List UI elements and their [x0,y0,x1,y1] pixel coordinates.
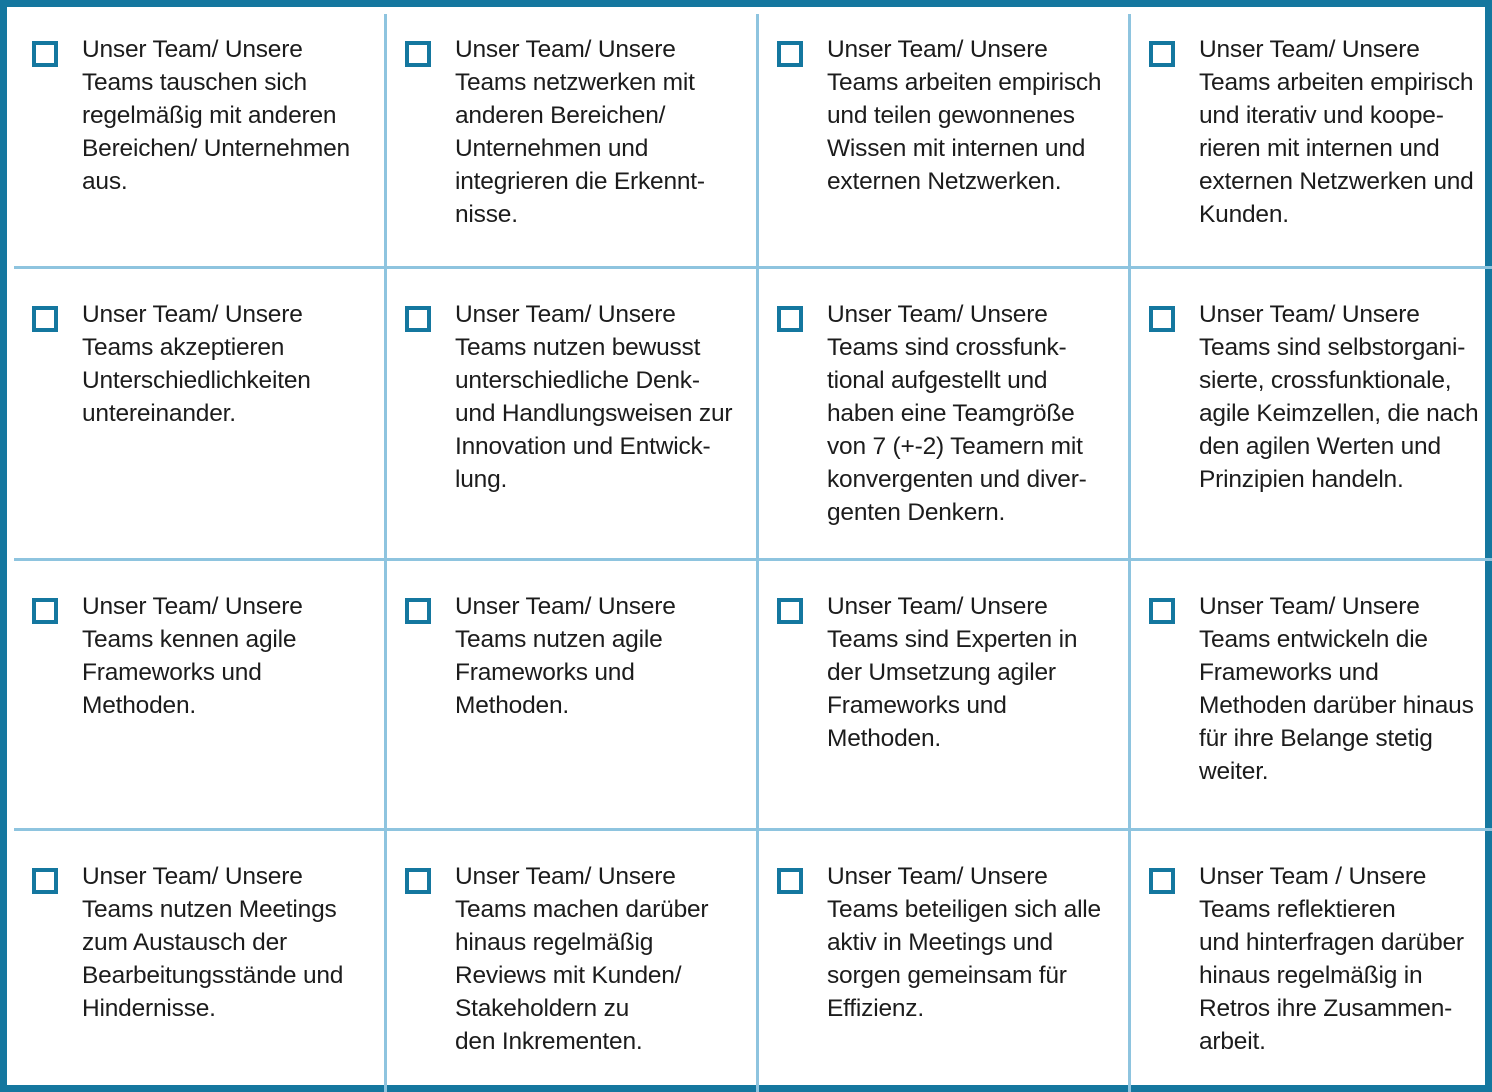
checklist-item-text [82,860,376,1025]
text-line: agile Keimzellen, die nach [1199,400,1479,427]
text-line: sorgen gemeinsam für [827,962,1067,989]
checklist-item [387,269,756,558]
checklist-item [759,269,1128,558]
checklist-item [1131,269,1490,558]
checkbox[interactable] [1149,306,1175,332]
text-line: genten Denkern. [827,499,1006,526]
text-line: Teams machen darüber [455,896,709,923]
checklist-item [14,269,384,558]
text-line: konvergenten und diver- [827,466,1087,493]
checkbox[interactable] [405,306,431,332]
text-line: aus. [82,168,128,195]
checkbox[interactable] [1149,41,1175,67]
text-line: Unser Team/ Unsere [827,863,1048,890]
text-line: integrieren die Erkennt- [455,168,705,195]
checklist-item-text [1199,860,1482,1058]
text-line: Teams sind crossfunk- [827,334,1067,361]
text-line: Unternehmen und [455,135,649,162]
text-line: Effizienz. [827,995,924,1022]
checkbox[interactable] [32,868,58,894]
checklist-item [387,561,756,828]
text-line: den agilen Werten und [1199,433,1441,460]
checklist-item-text [455,33,748,231]
text-line: Hindernisse. [82,995,216,1022]
checklist-item-text [82,33,376,198]
text-line: Stakeholdern zu [455,995,630,1022]
checklist-item [14,561,384,828]
text-line: tional aufgestellt und [827,367,1048,394]
text-line: Teams kennen agile [82,626,297,653]
text-line: Teams arbeiten empirisch [827,69,1102,96]
text-line: weiter. [1199,758,1269,785]
text-line: externen Netzwerken. [827,168,1062,195]
text-line: unterschiedliche Denk- [455,367,700,394]
text-line: Teams entwickeln die [1199,626,1428,653]
text-line: externen Netzwerken und [1199,168,1474,195]
checklist-item [759,561,1128,828]
checklist-item [387,14,756,266]
checkbox[interactable] [405,598,431,624]
text-line: arbeit. [1199,1028,1266,1055]
text-line: Unser Team/ Unsere [455,301,676,328]
text-line: Methoden. [455,692,569,719]
text-line: lung. [455,466,508,493]
checklist-item [1131,561,1490,828]
text-line: hinaus regelmäßig in [1199,962,1423,989]
checklist-item-text [827,860,1120,1025]
text-line: Wissen mit internen und [827,135,1086,162]
text-line: Unser Team/ Unsere [82,36,303,63]
text-line: und iterativ und koope- [1199,102,1444,129]
checkbox[interactable] [1149,598,1175,624]
text-line: für ihre Belange stetig [1199,725,1433,752]
text-line: Teams sind Experten in [827,626,1078,653]
text-line: Methoden darüber hinaus [1199,692,1474,719]
checklist-item-text [827,33,1120,198]
checklist-item-text [827,590,1120,755]
checkbox[interactable] [405,41,431,67]
text-line: und hinterfragen darüber [1199,929,1464,956]
text-line: Teams beteiligen sich alle [827,896,1101,923]
checkbox[interactable] [405,868,431,894]
text-line: Teams nutzen Meetings [82,896,337,923]
checkbox[interactable] [32,306,58,332]
checkbox[interactable] [1149,868,1175,894]
text-line: Unser Team/ Unsere [82,863,303,890]
text-line: Frameworks und [827,692,1007,719]
text-line: Unterschiedlichkeiten [82,367,311,394]
text-line: nisse. [455,201,518,228]
text-line: Teams netzwerken mit [455,69,695,96]
text-line: Methoden. [827,725,941,752]
checklist-item [387,831,756,1090]
text-line: Unser Team/ Unsere [82,301,303,328]
text-line: Unser Team/ Unsere [455,593,676,620]
checkbox[interactable] [777,306,803,332]
text-line: hinaus regelmäßig [455,929,654,956]
text-line: Frameworks und [82,659,262,686]
text-line: Unser Team/ Unsere [1199,36,1420,63]
text-line: Methoden. [82,692,196,719]
checklist-item-text [455,590,748,722]
checkbox[interactable] [777,868,803,894]
text-line: Unser Team/ Unsere [82,593,303,620]
text-line: Frameworks und [455,659,635,686]
text-line: anderen Bereichen/ [455,102,666,129]
text-line: Bereichen/ Unternehmen [82,135,350,162]
text-line: und teilen gewonnenes [827,102,1075,129]
text-line: Prinzipien handeln. [1199,466,1404,493]
text-line: Unser Team/ Unsere [1199,593,1420,620]
checkbox[interactable] [777,41,803,67]
text-line: Frameworks und [1199,659,1379,686]
checklist-item [1131,14,1490,266]
text-line: zum Austausch der [82,929,287,956]
text-line: Unser Team/ Unsere [827,36,1048,63]
text-line: der Umsetzung agiler [827,659,1056,686]
text-line: Unser Team/ Unsere [1199,301,1420,328]
text-line: Teams nutzen agile [455,626,663,653]
checkbox[interactable] [32,41,58,67]
text-line: Teams nutzen bewusst [455,334,701,361]
text-line: Innovation und Entwick- [455,433,711,460]
checklist-item-text [455,860,748,1058]
text-line: Unser Team / Unsere [1199,863,1427,890]
text-line: Unser Team/ Unsere [455,36,676,63]
text-line: Reviews mit Kunden/ [455,962,682,989]
text-line: Teams reflektieren [1199,896,1396,923]
checkbox[interactable] [32,598,58,624]
text-line: Teams sind selbstorgani- [1199,334,1466,361]
checklist-item-text [82,298,376,430]
text-line: sierte, crossfunktionale, [1199,367,1452,394]
text-line: aktiv in Meetings und [827,929,1053,956]
text-line: Unser Team/ Unsere [455,863,676,890]
checklist-item-text [827,298,1120,529]
checklist-item-text [1199,298,1482,496]
text-line: Teams akzeptieren [82,334,285,361]
text-line: Unser Team/ Unsere [827,593,1048,620]
checklist-item-text [1199,33,1482,231]
checklist-grid [14,14,1492,1092]
checklist-item [14,831,384,1090]
text-line: Teams arbeiten empirisch [1199,69,1474,96]
text-line: regelmäßig mit anderen [82,102,337,129]
text-line: Bearbeitungsstände und [82,962,344,989]
checklist-item [14,14,384,266]
checklist-item [759,831,1128,1090]
checklist-item-text [455,298,748,496]
text-line: haben eine Teamgröße [827,400,1075,427]
checkbox[interactable] [777,598,803,624]
text-line: den Inkrementen. [455,1028,643,1055]
text-line: rieren mit internen und [1199,135,1440,162]
checklist-item-text [82,590,376,722]
text-line: Teams tauschen sich [82,69,307,96]
checklist-item [1131,831,1490,1090]
checklist-item-text [1199,590,1482,788]
text-line: Kunden. [1199,201,1289,228]
checklist-item [759,14,1128,266]
text-line: und Handlungsweisen zur [455,400,733,427]
text-line: von 7 (+-2) Teamern mit [827,433,1083,460]
text-line: Retros ihre Zusammen- [1199,995,1453,1022]
text-line: Unser Team/ Unsere [827,301,1048,328]
text-line: untereinander. [82,400,236,427]
